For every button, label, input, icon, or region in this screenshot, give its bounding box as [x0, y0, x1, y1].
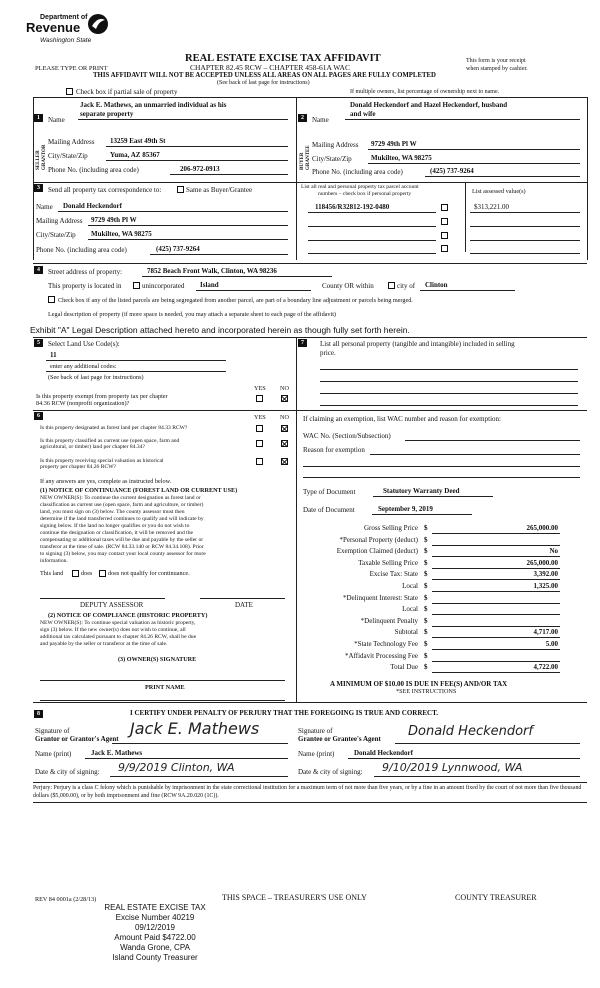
tax-row-line [432, 649, 560, 650]
seller-city-label: City/State/Zip [48, 152, 88, 160]
notice-1-line: information. [40, 558, 68, 564]
tax-row-dollar: $ [424, 651, 428, 660]
treasurer-stamp [90, 903, 220, 963]
tax-row-line [432, 556, 560, 557]
document-date-label: Date of Document [303, 506, 355, 514]
minimum-fee-note: A MINIMUM OF $10.00 IS DUE IN FEE(S) AND/OR TAX [330, 680, 508, 688]
seller-name-label: Name [48, 116, 65, 124]
section-7-badge: 7 [298, 339, 307, 347]
buyer-city-label: City/State/Zip [312, 155, 352, 163]
logo-dept: Department of [40, 14, 88, 21]
tax-row-dollar: $ [424, 558, 428, 567]
notice-2-line: additional tax calculated pursuant to chapter 84.26 RCW, shall be due [40, 634, 197, 640]
document-date[interactable]: September 9, 2019 [378, 505, 433, 513]
personal-property-checkbox-1[interactable] [441, 204, 448, 211]
does-qualify-checkbox[interactable] [72, 570, 79, 577]
segregated-checkbox[interactable] [48, 296, 55, 303]
personal-property-label-1: List all personal property (tangible and intangible) included in selling [320, 340, 515, 348]
tax-row-value[interactable]: 3,392.00 [533, 570, 558, 579]
grantee-signature[interactable]: Donald Heckendorf [408, 724, 533, 739]
tax-row-dollar: $ [424, 593, 428, 602]
tax-row-line [432, 579, 560, 580]
certify-statement: I CERTIFY UNDER PENALTY OF PERJURY THAT THE FOREGOING IS TRUE AND CORRECT. [130, 709, 439, 717]
tax-row-dollar: $ [424, 535, 428, 544]
send-correspondence-label: Send all property tax correspondence to: [48, 186, 162, 194]
notice-1-line: compensating or additional taxes will be due and payable by the seller or [40, 537, 204, 543]
logo-revenue: Revenue [26, 20, 81, 35]
treasurer-use-label: THIS SPACE – TREASURER'S USE ONLY [222, 893, 367, 902]
perjury-statement: Perjury: Perjury is a class C felony which is punishable by imprisonment in the state correctional institution for a maximum term of not more than five years, or by a fine in an amount fixed by the court of not more than five thousand dollars ($5,000.00), or by both imprisonment and fine (RCW 9A.20.020 (1C)). [33, 785, 582, 799]
revenue-logo-icon [86, 12, 110, 36]
exempt-no-checkbox[interactable] [281, 395, 288, 402]
this-land-label: This land [40, 570, 64, 577]
grantor-date-city[interactable]: 9/9/2019 Clinton, WA [118, 761, 235, 774]
tax-row-label: *Personal Property (deduct) [339, 535, 418, 544]
tax-row-label: Subtotal [394, 628, 418, 637]
notice-1-line: determine if the land transferred continues to qualify and will indicate by [40, 516, 204, 522]
tax-mail[interactable]: 9729 49th Pl W [91, 216, 137, 224]
tax-row-value[interactable]: 265,000.00 [526, 524, 558, 532]
tax-row-label: Local [402, 605, 418, 614]
tax-row-value[interactable]: 4,717.00 [533, 628, 558, 637]
owner-signature-label: (3) OWNER(S) SIGNATURE [118, 656, 197, 663]
notice-2-line: sign (3) below. If the new owner(s) does not wish to continue, all [40, 627, 186, 633]
tax-row-value[interactable]: 4,722.00 [533, 663, 558, 672]
seller-name-1[interactable]: Jack E. Mathews, an unmarried individual as his [80, 101, 227, 109]
segregated-label: Check box if any of the listed parcels are being segregated from another parcel, are part of a boundary line adjustment or parcels being merged. [58, 297, 413, 304]
grantor-signature[interactable]: Jack E. Mathews [130, 719, 260, 738]
tax-row-dollar: $ [424, 616, 428, 625]
unincorporated-checkbox[interactable] [133, 282, 140, 289]
tax-row-line [432, 591, 560, 592]
section-5-no: NO [280, 385, 289, 392]
seller-mail-label: Mailing Address [48, 138, 95, 146]
does-not-qualify-checkbox[interactable] [99, 570, 106, 577]
section-6-yes: YES [254, 414, 266, 421]
stamp-amount-paid: Amount Paid $4722.00 [114, 933, 196, 942]
same-as-buyer-label: Same as Buyer/Grantee [186, 186, 253, 194]
exhibit-a-text: Exhibit "A" Legal Description attached hereto and incorporated herein as though fully set forth herein. [30, 325, 410, 335]
exemption-reason-label: Reason for exemption [303, 446, 365, 454]
tax-name-label: Name [36, 203, 53, 211]
additional-codes-label: enter any additional codes: [50, 363, 117, 370]
tax-row-label: Gross Selling Price [363, 524, 418, 532]
tax-row-dollar: $ [424, 570, 428, 579]
parcel-header-1: List all real and personal property tax parcel account [301, 184, 419, 190]
form-warning: THIS AFFIDAVIT WILL NOT BE ACCEPTED UNLESS ALL AREAS ON ALL PAGES ARE FULLY COMPLETED [93, 72, 436, 79]
tax-row-line [432, 603, 560, 604]
seller-phone[interactable]: 206-972-0913 [180, 165, 220, 173]
does-not-qualify-label: does not qualify for continuance. [108, 570, 190, 577]
tax-row-dollar: $ [424, 524, 428, 532]
forest-yes-checkbox[interactable] [256, 425, 263, 432]
current-use-no-checkbox[interactable] [281, 440, 288, 447]
section-3-badge: 3 [34, 184, 43, 192]
notice-1-line: continue the designation or classification, it will be removed and the [40, 530, 194, 536]
forest-no-checkbox[interactable] [281, 425, 288, 432]
exempt-yes-checkbox[interactable] [256, 395, 263, 402]
street-address-label: Street address of property: [48, 268, 123, 276]
tax-mail-label: Mailing Address [36, 217, 83, 225]
grantee-name-label: Name (print) [298, 750, 335, 758]
buyer-mail-label: Mailing Address [312, 141, 359, 149]
historic-no-checkbox[interactable] [281, 458, 288, 465]
grantor-signature-label-1: Signature of [35, 727, 70, 735]
tax-phone-label: Phone No. (including area code) [36, 246, 127, 254]
stamp-excise-number: Excise Number 40219 [115, 913, 195, 922]
wac-number-label: WAC No. (Section/Subsection) [303, 432, 391, 440]
parcel-header-2: numbers – check box if personal property [318, 191, 412, 197]
grantee-print-name[interactable]: Donald Heckendorf [354, 749, 413, 757]
tax-row-dollar: $ [424, 663, 428, 672]
personal-property-label-2: price. [320, 349, 336, 357]
grantee-date-city[interactable]: 9/10/2019 Lynnwood, WA [382, 761, 523, 774]
parcel-number[interactable]: 118456/R32812-192-0480 [315, 203, 390, 211]
land-use-code[interactable]: 11 [50, 351, 57, 359]
grantor-date-label: Date & city of signing: [35, 768, 100, 776]
county-or-within-label: County OR within [322, 282, 374, 290]
does-label: does [81, 570, 93, 577]
tax-row-line [432, 568, 560, 569]
tax-name[interactable]: Donald Heckendorf [63, 202, 122, 210]
tax-row-dollar: $ [424, 582, 428, 590]
tax-row-label: Excise Tax: State [369, 570, 418, 579]
tax-row-dollar: $ [424, 547, 428, 556]
tax-row-line [432, 545, 560, 546]
tax-row-label: *Affidavit Processing Fee [345, 651, 418, 660]
grantor-signature-label-2: Grantor or Grantor's Agent [35, 735, 119, 743]
historic-question-2: property per chapter 84.26 RCW? [40, 464, 116, 470]
notice-compliance-title: (2) NOTICE OF COMPLIANCE (HISTORIC PROPERTY) [48, 612, 208, 619]
document-type-label: Type of Document [303, 488, 356, 496]
assessor-date-label: DATE [235, 601, 253, 609]
historic-question-1: Is this property receiving special valuation as historical [40, 458, 164, 464]
same-as-buyer-checkbox[interactable] [177, 186, 184, 193]
section-6-no: NO [280, 414, 289, 421]
seller-mail[interactable]: 13259 East 49th St [110, 137, 166, 145]
tax-city[interactable]: Mukilteo, WA 98275 [91, 230, 152, 238]
stamp-treasurer-name: Wanda Grone, CPA [120, 943, 190, 952]
legal-description-label: Legal description of property (if more space is needed, you may attach a separate sheet to each page of the affidavit) [48, 311, 336, 318]
deputy-assessor-label: DEPUTY ASSESSOR [80, 601, 144, 609]
tax-row-line [432, 672, 560, 673]
assessed-header: List assessed value(s) [472, 188, 526, 195]
unincorporated-label: unincorporated [142, 282, 185, 290]
document-type[interactable]: Statutory Warranty Deed [383, 487, 460, 495]
section-5-yes: YES [254, 385, 266, 392]
notice-1-line: to signing (3) below, you may contact your local county assessor for more [40, 551, 206, 557]
tax-row-label: Exemption Claimed (deduct) [336, 547, 418, 556]
current-use-question-2: agricultural, or timber) land per chapter 84.34? [40, 444, 145, 450]
grantor-print-name[interactable]: Jack E. Mathews [91, 749, 143, 757]
tax-phone[interactable]: (425) 737-9264 [156, 245, 200, 253]
buyer-phone-label: Phone No. (including area code) [312, 168, 403, 176]
multiple-owners-note: If multiple owners, list percentage of ownership next to name. [350, 89, 500, 95]
buyer-city[interactable]: Mukilteo, WA 98275 [371, 154, 432, 162]
form-seeback: (See back of last page for instructions) [217, 80, 310, 86]
notice-2-line: and payable by the seller or transferor at the time of sale. [40, 641, 168, 647]
print-name-label: PRINT NAME [145, 684, 185, 691]
partial-sale-label: Check box if partial sale of property [76, 88, 178, 96]
see-instructions-note: *SEE INSTRUCTIONS [396, 688, 457, 695]
tax-row-value[interactable]: 1,325.00 [533, 582, 558, 590]
stamp-treasurer-title: Island County Treasurer [112, 953, 198, 962]
form-revision: REV 84 0001a (2/28/13) [35, 896, 97, 903]
historic-yes-checkbox[interactable] [256, 458, 263, 465]
receipt-note-2: when stamped by cashier. [466, 66, 528, 72]
grantee-signature-label-2: Grantee or Grantee's Agent [298, 735, 381, 743]
seller-city[interactable]: Yuma, AZ 85367 [110, 151, 160, 159]
buyer-grantee-label: BUYER GRANTEE [300, 145, 311, 170]
county-treasurer-label: COUNTY TREASURER [455, 893, 537, 902]
partial-sale-checkbox[interactable] [66, 88, 73, 95]
section-1-badge: 1 [34, 114, 43, 122]
notice-2-line: NEW OWNER(S): To continue special valuation as historic property, [40, 620, 196, 626]
section-6-badge: 6 [34, 412, 43, 420]
buyer-name-1[interactable]: Donald Heckendorf and Hazel Heckendorf, husband [350, 101, 508, 109]
buyer-name-label: Name [312, 116, 329, 124]
notice-1-line: land, you must sign on (3) below. The county assessor must then [40, 509, 185, 515]
logo-state: Washington State [40, 37, 92, 44]
property-county[interactable]: Island [200, 281, 219, 289]
property-street-address[interactable]: 7852 Beach Front Walk, Clinton, WA 98236 [147, 267, 277, 275]
seller-grantor-label: SELLER GRANTOR [36, 144, 47, 170]
form-chapter: CHAPTER 82.45 RCW – CHAPTER 458-61A WAC [190, 63, 350, 72]
tax-row-line [432, 626, 560, 627]
personal-property-checkbox-4[interactable] [441, 245, 448, 252]
notice-continuance-title: (1) NOTICE OF CONTINUANCE (FOREST LAND OR CURRENT USE) [40, 487, 238, 494]
tax-row-line [432, 637, 560, 638]
property-city[interactable]: Clinton [425, 281, 448, 289]
assessed-value[interactable]: $313,221.00 [474, 203, 509, 211]
buyer-phone[interactable]: (425) 737-9264 [430, 167, 474, 175]
if-any-yes-note: If any answers are yes, complete as instructed below. [40, 478, 172, 485]
section-8-badge: 8 [34, 710, 43, 718]
city-of-label: city of [397, 282, 416, 290]
grantor-name-label: Name (print) [35, 750, 72, 758]
tax-row-value[interactable]: 265,000.00 [526, 558, 558, 567]
section-4-badge: 4 [34, 266, 43, 274]
form-title: REAL ESTATE EXCISE TAX AFFIDAVIT [185, 53, 381, 64]
tax-row-dollar: $ [424, 640, 428, 648]
tax-row-dollar: $ [424, 628, 428, 637]
tax-row-label: Taxable Selling Price [358, 558, 418, 567]
tax-row-label: *Delinquent Interest: State [342, 593, 418, 602]
seller-phone-label: Phone No. (including area code) [48, 166, 139, 174]
forest-land-question: Is this property designated as forest land per chapter 84.33 RCW? [40, 425, 188, 431]
tax-row-value[interactable]: No [549, 547, 558, 556]
current-use-question-1: Is this property classified as current use (open space, farm and [40, 438, 180, 444]
tax-row-line [432, 614, 560, 615]
tax-row-label: *State Technology Fee [354, 640, 418, 648]
personal-property-checkbox-3[interactable] [441, 232, 448, 239]
notice-1-line: classification as current use (open space, farm and agriculture, or timber) [40, 502, 204, 508]
grantee-date-label: Date & city of signing: [298, 768, 363, 776]
tax-row-label: Total Due [390, 663, 418, 672]
stamp-date: 09/12/2019 [134, 923, 176, 932]
tax-row-label: Local [402, 582, 418, 590]
land-use-label: Select Land Use Code(s): [48, 340, 120, 348]
tax-city-label: City/State/Zip [36, 231, 76, 239]
tax-row-line [432, 661, 560, 662]
land-use-seeback: (See back of last page for instructions) [48, 374, 144, 381]
section-5-badge: 5 [34, 339, 43, 347]
receipt-note-1: This form is your receipt [466, 58, 526, 64]
exemption-claim-label: If claiming an exemption, list WAC number and reason for exemption: [303, 415, 501, 423]
notice-1-line: signing below. If the land no longer qualifies or you do not wish to [40, 523, 190, 529]
tax-row-dollar: $ [424, 605, 428, 614]
stamp-line: REAL ESTATE EXCISE TAX [104, 903, 206, 912]
personal-property-checkbox-2[interactable] [441, 218, 448, 225]
tax-row-label: *Delinquent Penalty [360, 616, 418, 625]
buyer-name-2[interactable]: and wife [350, 110, 376, 118]
exempt-question-2: 84.36 RCW (nonprofit organization)? [36, 400, 130, 407]
seller-name-2[interactable]: separate property [80, 110, 134, 118]
tax-row-line [432, 533, 560, 534]
notice-1-line: NEW OWNER(S): To continue the current designation as forest land or [40, 495, 201, 501]
buyer-mail[interactable]: 9729 49th Pl W [371, 140, 417, 148]
grantee-signature-label-1: Signature of [298, 727, 333, 735]
city-of-checkbox[interactable] [388, 282, 395, 289]
notice-1-line: transferor at the time of sale. (RCW 84.33.140 or RCW 84.34.108). Prior [40, 544, 204, 550]
located-label: This property is located in [48, 282, 122, 290]
current-use-yes-checkbox[interactable] [256, 440, 263, 447]
section-2-badge: 2 [298, 114, 307, 122]
please-type: PLEASE TYPE OR PRINT [35, 65, 108, 72]
tax-row-value[interactable]: 5.00 [545, 640, 558, 648]
exempt-question-1: Is this property exempt from property tax per chapter [36, 393, 168, 400]
